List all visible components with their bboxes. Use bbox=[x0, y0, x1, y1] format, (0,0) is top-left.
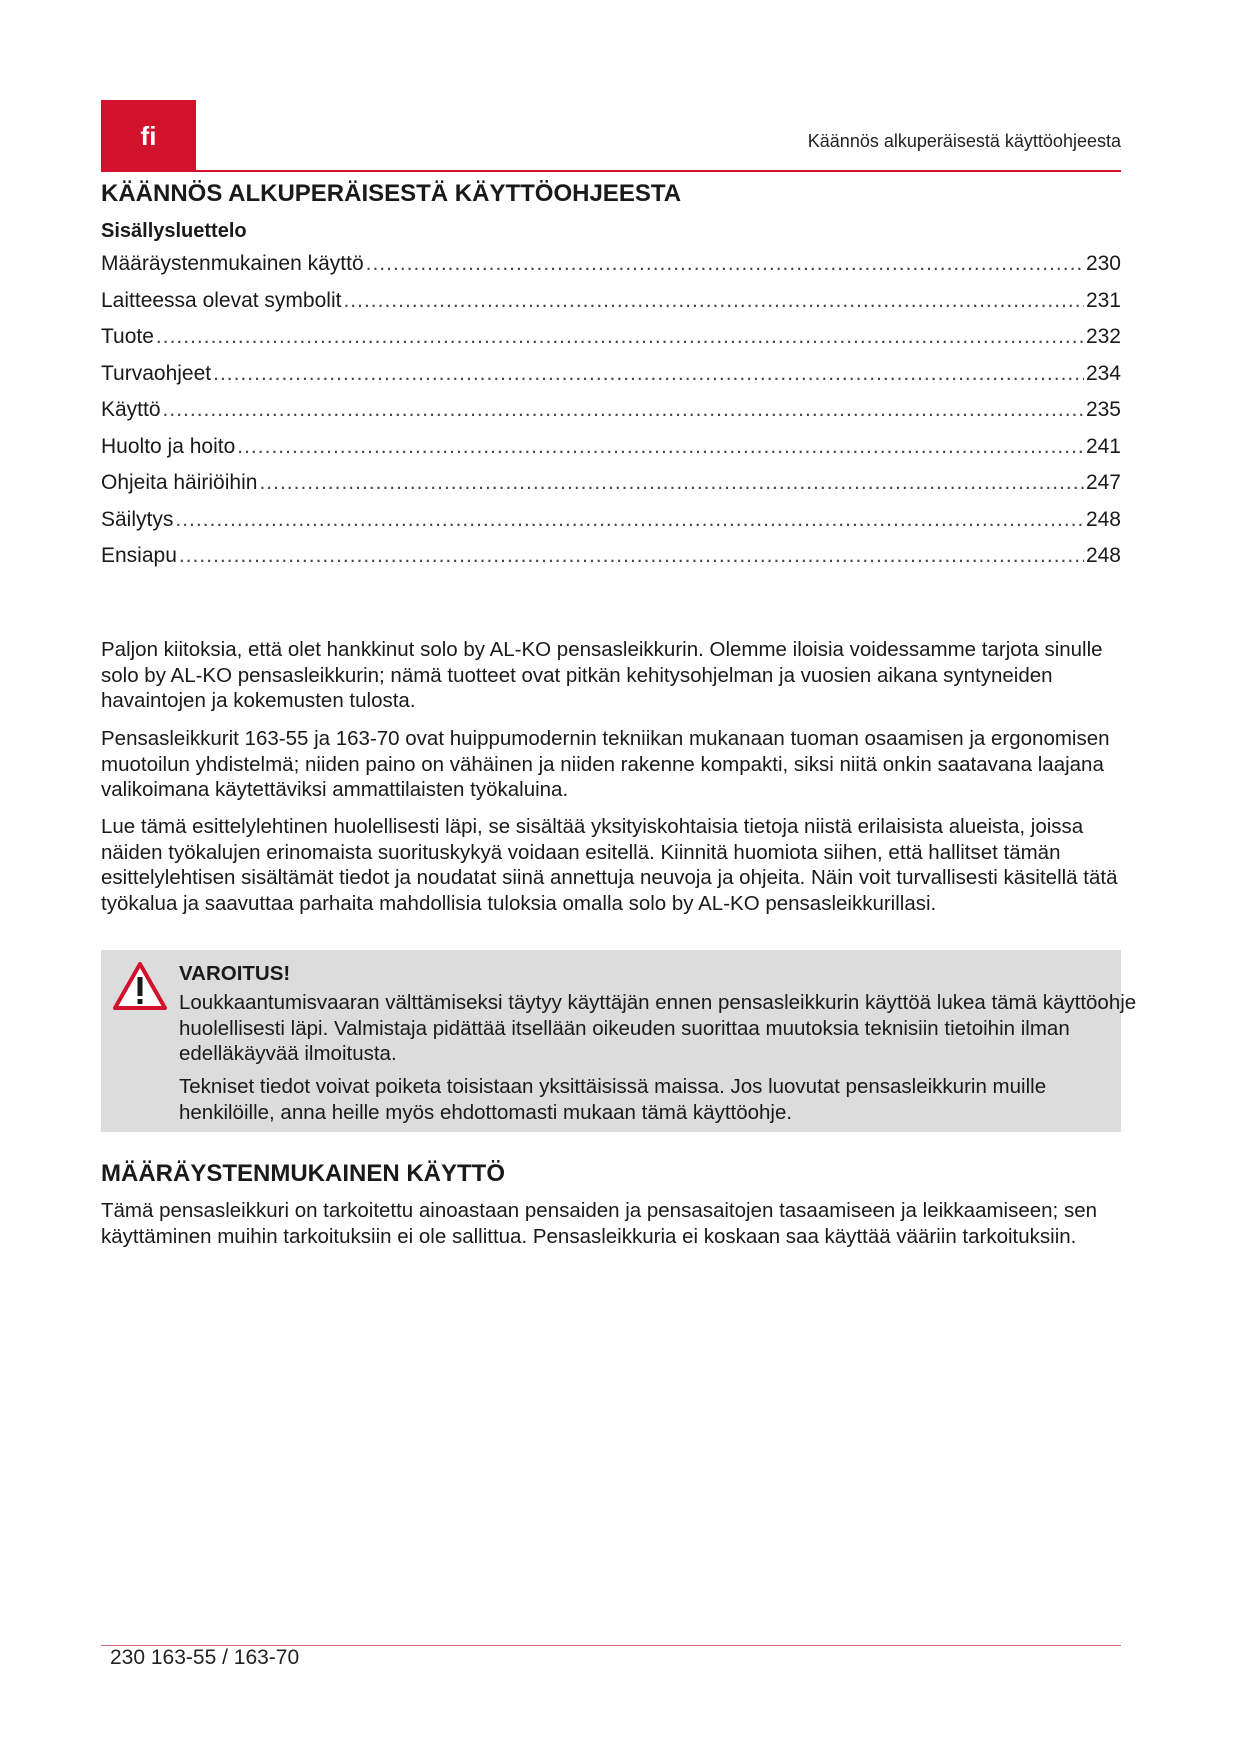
toc-entry[interactable] bbox=[101, 289, 1121, 326]
toc-entry-page: 235 bbox=[1085, 398, 1121, 421]
running-title: Käännös alkuperäisestä käyttöohjeesta bbox=[807, 131, 1121, 151]
toc-entry-title: Ensiapu bbox=[101, 544, 177, 567]
section-paragraph: Tämä pensasleikkuri on tarkoitettu ainoastaan pensaiden ja pensasaitojen tasaamiseen ja leikkaamiseen; sen käyttäminen muihin tarkoituksiin ei ole sallittua. Pensasleikkuria ei koskaan saa käyttää vääriin tarkoituksiin. bbox=[101, 1199, 1097, 1248]
toc-entry-title: Laitteessa olevat symbolit bbox=[101, 288, 342, 312]
toc-entry[interactable] bbox=[101, 362, 1121, 399]
toc-entry[interactable] bbox=[101, 471, 1121, 508]
warning-title: VAROITUS! bbox=[179, 962, 291, 985]
toc-leader bbox=[179, 544, 1084, 568]
toc-entry-page: 248 bbox=[1085, 507, 1121, 531]
toc-entry[interactable] bbox=[101, 398, 1121, 435]
toc-entry-page: 248 bbox=[1085, 544, 1121, 567]
warning-text: Tekniset tiedot voivat poiketa toisistaan yksittäisissä maissa. Jos luovutat pensasleikkurin muille henkilöille, anna heille myös ehdottomasti mukaan tämä käyttöohje. bbox=[179, 1075, 1047, 1124]
toc-entry-title: Huolto ja hoito bbox=[101, 434, 236, 458]
language-tab: fi bbox=[101, 100, 196, 172]
intro-paragraph: Lue tämä esittelylehtinen huolellisesti läpi, se sisältää yksityiskohtaisia tietoja niistä erilaisista alueista, joissa näiden työkalujen erinomaista suorituskykyä voidaan esitellä. Kiinnitä huomiota siihen, että hallitset tämän esittelylehtisen sisältämät tiedot ja noudatat siinä annettuja neuvoja ja ohjeita. Näin voit turvallisesti käsitellä tätä työkalua ja saavuttaa parhaita mahdollisia tuloksia omalla solo by AL-KO pensasleikkurillasi. bbox=[101, 815, 1118, 915]
toc-entry-title: Käyttö bbox=[101, 398, 161, 421]
toc-entry-title: Tuote bbox=[101, 325, 154, 348]
section-title: MÄÄRÄYSTENMUKAINEN KÄYTTÖ bbox=[101, 1160, 505, 1187]
warning-box bbox=[101, 950, 1137, 1132]
toc-leader bbox=[163, 398, 1084, 422]
page-title: KÄÄNNÖS ALKUPERÄISESTÄ KÄYTTÖOHJEESTA bbox=[101, 180, 682, 207]
toc-heading: Sisällysluettelo bbox=[101, 220, 247, 242]
toc-entry-page: 231 bbox=[1085, 288, 1121, 312]
warning-triangle-icon bbox=[111, 960, 169, 1012]
intro-paragraph: Paljon kiitoksia, että olet hankkinut solo by AL-KO pensasleikkurin. Olemme iloisia voidessamme tarjota sinulle solo by AL-KO pensasleikkurin; nämä tuotteet ovat pitkän kehitysohjelman ja vuosien aikana syntyneiden havaintojen ja kokemusten tulosta. bbox=[101, 638, 1103, 712]
toc-entry[interactable] bbox=[101, 508, 1121, 545]
toc-entry[interactable] bbox=[101, 544, 1121, 581]
toc-entry-page: 234 bbox=[1085, 361, 1121, 385]
toc-entry-page: 247 bbox=[1085, 471, 1121, 494]
toc-entry[interactable] bbox=[101, 252, 1121, 289]
warning-text: Loukkaantumisvaaran välttämiseksi täytyy käyttäjän ennen pensasleikkurin käyttöä lukea tämä käyttöohje huolellisesti läpi. Valmistaja pidättää itsellään oikeuden suorittaa muutoksia teknisiin tietoihin ilman edelläkäyvää ilmoitusta. bbox=[179, 991, 1137, 1065]
toc-entry-title: Määräystenmukainen käyttö bbox=[101, 252, 364, 275]
toc-leader bbox=[259, 471, 1084, 495]
toc-leader bbox=[156, 325, 1084, 349]
toc-entry-page: 232 bbox=[1085, 325, 1121, 348]
toc-entry[interactable] bbox=[101, 435, 1121, 472]
toc-leader bbox=[175, 508, 1084, 532]
page-footer: 230 163-55 / 163-70 bbox=[110, 1646, 300, 1669]
toc-entry-page: 241 bbox=[1085, 434, 1121, 458]
intro-paragraph: Pensasleikkurit 163-55 ja 163-70 ovat huippumodernin tekniikan mukanaan tuoman osaamisen ja ergonomisen muotoilun yhdistelmä; niiden paino on vähäinen ja niiden rakenne kompakti, siksi niitä onkin saatavana laajana valikoimana käytettäviksi ammattilaisten työkaluina. bbox=[101, 727, 1110, 801]
toc-leader bbox=[237, 435, 1084, 459]
toc-leader bbox=[213, 362, 1084, 386]
toc-entry-page: 230 bbox=[1085, 252, 1121, 275]
toc-leader bbox=[343, 289, 1083, 313]
toc-leader bbox=[366, 252, 1084, 276]
toc-entry-title: Säilytys bbox=[101, 507, 174, 531]
toc-entry[interactable] bbox=[101, 325, 1121, 362]
header-rule bbox=[101, 170, 1121, 172]
table-of-contents bbox=[101, 252, 1121, 581]
toc-entry-title: Ohjeita häiriöihin bbox=[101, 471, 258, 494]
toc-entry-title: Turvaohjeet bbox=[101, 361, 212, 385]
